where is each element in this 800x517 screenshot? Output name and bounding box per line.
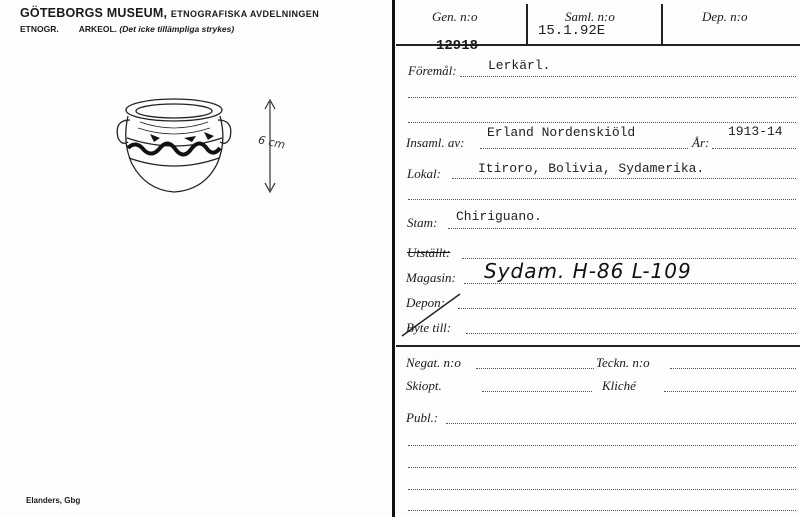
- insaml-line: [480, 148, 688, 149]
- ar-line: [712, 148, 796, 149]
- publ-line: [446, 423, 796, 424]
- blank-line-2: [408, 122, 796, 123]
- saml-number-value: 15.1.92E: [538, 23, 606, 39]
- teckn-label: Teckn. n:o: [596, 355, 650, 370]
- ar-value: 1913-14: [728, 124, 783, 139]
- gen-number-value: 12918: [436, 38, 479, 54]
- magasin-label: Magasin:: [406, 270, 456, 285]
- negat-line: [476, 368, 594, 369]
- size-note: 6 cm: [256, 133, 287, 152]
- dep-number-label: Dep. n:o: [702, 9, 748, 24]
- stam-line: [448, 228, 796, 229]
- skiopt-line: [482, 391, 592, 392]
- museum-name: GÖTEBORGS MUSEUM,: [20, 6, 168, 20]
- insaml-value: Erland Nordenskiöld: [487, 125, 636, 140]
- blank-line-7: [408, 510, 796, 511]
- museum-title: [20, 6, 319, 20]
- blank-line-6: [408, 489, 796, 490]
- publ-label: Publ.:: [406, 410, 439, 425]
- insaml-label: Insaml. av:: [406, 135, 465, 150]
- blank-line-5: [408, 467, 796, 468]
- kliche-line: [664, 391, 796, 392]
- column-separator-2: [661, 4, 663, 44]
- negat-label: Negat. n:o: [406, 355, 461, 370]
- lokal-line: [452, 178, 796, 179]
- card-divider: [392, 0, 395, 517]
- strike-note: (Det icke tillämpliga strykes): [119, 24, 235, 34]
- byte-line: [466, 333, 796, 334]
- column-separator-1: [526, 4, 528, 44]
- category-line: [20, 24, 234, 34]
- teckn-line: [670, 368, 796, 369]
- blank-line-1: [408, 97, 796, 98]
- depon-label: Depon:: [406, 295, 445, 310]
- gen-number-label: Gen. n:o: [432, 9, 478, 24]
- lokal-value: Itiroro, Bolivia, Sydamerika.: [478, 161, 705, 176]
- blank-line-3: [408, 199, 796, 200]
- foremal-value: Lerkärl.: [488, 58, 551, 73]
- blank-line-4: [408, 445, 796, 446]
- utstallt-label: Utställt:: [407, 245, 451, 260]
- magasin-value: Sydam. H-86 L-109: [484, 259, 692, 283]
- magasin-line: [464, 283, 796, 284]
- section-rule: [396, 345, 800, 347]
- arkeol-label: ARKEOL.: [78, 24, 118, 34]
- department-name: ETNOGRAFISKA AVDELNINGEN: [170, 9, 320, 19]
- foremal-line: [460, 76, 796, 77]
- printer-mark: Elanders, Gbg: [26, 496, 81, 505]
- stam-label: Stam:: [407, 215, 438, 230]
- foremal-label: Föremål:: [408, 63, 457, 78]
- ar-label: År:: [692, 135, 710, 150]
- depon-line: [458, 308, 796, 309]
- stam-value: Chiriguano.: [456, 209, 542, 224]
- saml-number-label: Saml. n:o: [565, 9, 615, 24]
- byte-label: Byte till:: [406, 320, 452, 335]
- kliche-label: Kliché: [602, 378, 636, 393]
- etnogr-label: ETNOGR.: [20, 24, 59, 34]
- skiopt-label: Skiopt.: [406, 378, 442, 393]
- lokal-label: Lokal:: [407, 166, 441, 181]
